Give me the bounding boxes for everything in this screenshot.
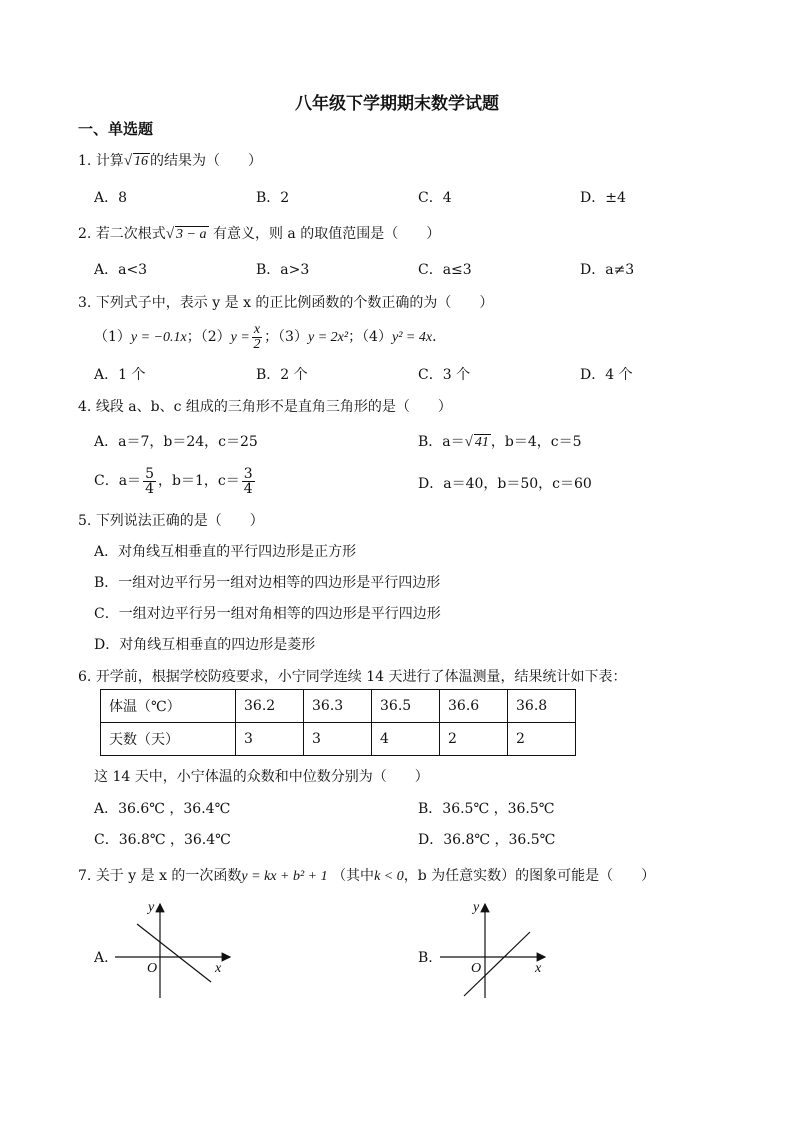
option-b[interactable]: B．36.5℃ ，36.5℃ xyxy=(418,801,555,817)
question-4 xyxy=(78,396,452,416)
question-number: 1. xyxy=(78,153,92,169)
option-text: C．a＝ xyxy=(94,473,142,489)
option-c[interactable]: C．a≤3 xyxy=(418,262,472,278)
radicand: 16 xyxy=(134,154,149,169)
y-axis-label: y xyxy=(473,900,480,915)
option-a[interactable]: A. xyxy=(94,950,109,966)
table-cell: 2 xyxy=(508,723,576,756)
option-c[interactable]: C．4 xyxy=(418,190,452,206)
table-cell: 36.8 xyxy=(508,690,576,723)
denominator: 4 xyxy=(243,480,253,497)
fraction xyxy=(242,467,255,496)
question-text: （其中 xyxy=(332,868,375,884)
question-text: 的结果为（ ） xyxy=(150,153,263,169)
option-a[interactable]: A．8 xyxy=(94,190,128,206)
table-cell: 3 xyxy=(236,723,304,756)
numerator: 5 xyxy=(145,465,154,482)
option-d[interactable]: D．36.8℃ ，36.5℃ xyxy=(418,832,556,848)
expr-label: （1） xyxy=(94,329,131,345)
expr-2-left: y = xyxy=(230,330,250,345)
question-7 xyxy=(78,865,655,885)
expr-separator: ；（3） xyxy=(264,329,308,345)
option-text: ，b＝4，c＝5 xyxy=(490,434,582,450)
question-text: 开学前，根据学校防疫要求，小宁同学连续 14 天进行了体温测量，结果统计如下表： xyxy=(95,669,627,685)
table-cell: 3 xyxy=(304,723,372,756)
question-2 xyxy=(78,223,440,243)
question-text: 下列式子中，表示 y 是 x 的正比例函数的个数正确的为（ ） xyxy=(95,295,494,311)
numerator: 3 xyxy=(243,465,253,482)
option-b[interactable]: B．2 xyxy=(256,190,290,206)
condition: k < 0 xyxy=(374,869,404,884)
table-cell: 4 xyxy=(372,723,440,756)
option-b[interactable]: B．一组对边平行另一组对边相等的四边形是平行四边形 xyxy=(94,575,441,591)
expr-4: y² = 4x xyxy=(391,330,433,345)
option-a[interactable]: A．对角线互相垂直的平行四边形是正方形 xyxy=(94,544,357,560)
table-cell: 36.6 xyxy=(440,690,508,723)
y-axis-label: y xyxy=(148,900,155,915)
table-cell: 36.2 xyxy=(236,690,304,723)
option-text: ，b＝1，c＝ xyxy=(157,473,240,489)
expr-end: ． xyxy=(432,329,447,345)
q3-expressions xyxy=(94,320,446,355)
question-text: 关于 y 是 x 的一次函数 xyxy=(95,868,242,884)
option-c[interactable]: C．36.8℃ ，36.4℃ xyxy=(94,832,231,848)
question-6 xyxy=(78,666,627,686)
question-text: 线段 a、b、c 组成的三角形不是直角三角形的是（ ） xyxy=(95,399,452,415)
sqrt-sign: √ xyxy=(165,226,175,242)
temperature-table xyxy=(100,689,576,756)
question-number: 6. xyxy=(78,669,92,685)
expr-1: y = −0.1x xyxy=(130,330,187,345)
option-d[interactable]: D．对角线互相垂直的四边形是菱形 xyxy=(94,637,316,653)
table-row xyxy=(101,723,576,756)
x-axis-label: x xyxy=(215,961,222,976)
table-header-cell: 体温（℃） xyxy=(101,690,236,723)
question-number: 2. xyxy=(78,226,92,242)
table-row xyxy=(101,690,576,723)
graph-a[interactable] xyxy=(115,898,245,1008)
option-d[interactable]: D．a≠3 xyxy=(580,262,635,278)
question-followup: 这 14 天中，小宁体温的众数和中位数分别为（ ） xyxy=(94,769,429,785)
question-3 xyxy=(78,292,493,312)
option-b[interactable]: B．a>3 xyxy=(256,262,310,278)
option-c[interactable] xyxy=(94,464,257,498)
fraction xyxy=(143,467,156,496)
table-cell: 36.3 xyxy=(304,690,372,723)
question-number: 3. xyxy=(78,295,92,311)
option-d[interactable]: D．4 个 xyxy=(580,367,633,383)
option-a[interactable]: A．36.6℃ ，36.4℃ xyxy=(94,801,231,817)
radicand: 3 − a xyxy=(176,227,207,242)
sqrt-sign: √ xyxy=(464,434,473,450)
option-a[interactable]: A．a<3 xyxy=(94,262,148,278)
question-text: 下列说法正确的是（ ） xyxy=(95,513,264,529)
x-axis-label: x xyxy=(535,961,542,976)
formula: y = kx + b² + 1 xyxy=(241,869,328,884)
option-c[interactable]: C．3 个 xyxy=(418,367,471,383)
option-d[interactable]: D．±4 xyxy=(580,190,626,206)
expr-2-fraction xyxy=(252,323,262,352)
origin-label: O xyxy=(471,961,482,976)
page-title: 八年级下学期期末数学试题 xyxy=(295,94,499,114)
sqrt-sign: √ xyxy=(123,153,133,169)
question-number: 7. xyxy=(78,868,92,884)
expr-separator: ；（4） xyxy=(348,329,392,345)
option-a[interactable]: A．a＝7，b＝24，c＝25 xyxy=(94,434,258,450)
question-5 xyxy=(78,510,264,530)
question-text: 有意义，则 a 的取值范围是（ ） xyxy=(212,226,441,242)
question-number: 4. xyxy=(78,399,92,415)
option-a[interactable]: A．1 个 xyxy=(94,367,146,383)
option-d[interactable]: D．a＝40，b＝50，c＝60 xyxy=(418,476,592,492)
option-b[interactable]: B. xyxy=(418,950,433,966)
section-heading: 一、单选题 xyxy=(78,120,154,138)
option-text: B．a＝ xyxy=(418,434,465,450)
denominator: 4 xyxy=(145,480,154,497)
radicand: 41 xyxy=(474,435,489,450)
question-text: 计算 xyxy=(95,153,124,169)
option-b[interactable] xyxy=(418,431,582,451)
option-b[interactable]: B．2 个 xyxy=(256,367,308,383)
question-1 xyxy=(78,150,262,170)
numerator: x xyxy=(253,321,261,337)
table-cell: 2 xyxy=(440,723,508,756)
table-cell: 36.5 xyxy=(372,690,440,723)
expr-separator: ；（2） xyxy=(186,329,231,345)
question-number: 5. xyxy=(78,513,92,529)
denominator: 2 xyxy=(253,336,261,352)
option-c[interactable]: C．一组对边平行另一组对角相等的四边形是平行四边形 xyxy=(94,606,441,622)
origin-label: O xyxy=(147,961,158,976)
graph-b[interactable] xyxy=(440,898,570,1008)
table-header-cell: 天数（天） xyxy=(101,723,236,756)
question-text: ，b 为任意实数）的图象可能是（ ） xyxy=(403,868,656,884)
question-text: 若二次根式 xyxy=(95,226,166,242)
expr-3: y = 2x² xyxy=(307,330,349,345)
